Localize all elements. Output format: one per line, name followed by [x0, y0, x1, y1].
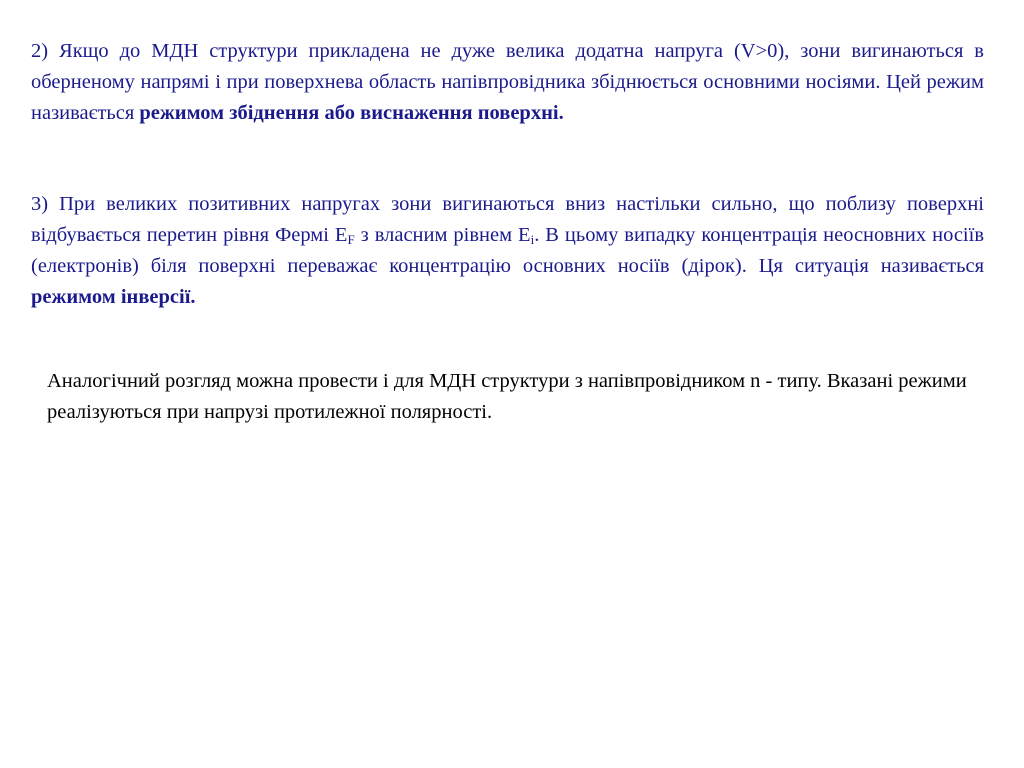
- paragraph-depletion-mode: [31, 36, 984, 129]
- paragraph-3-text-part2: з власним рівнем E: [354, 224, 531, 246]
- depletion-mode-term: режимом збіднення або виснаження поверхні.: [139, 102, 564, 124]
- inversion-mode-term: режимом інверсії.: [31, 286, 196, 308]
- paragraph-3-text-part3: . В цьому випадку концентрація неосновних носіїв (електронів) біля поверхні переважає концентрацію основних носіїв (дірок). Ця ситуація називається: [31, 224, 985, 277]
- paragraph-3-text-part1: 3) При великих позитивних напругах зони вигинаються вниз настільки сильно, що поблизу поверхні відбувається перетин рівня Фермі E: [31, 193, 984, 246]
- paragraph-2-text: 2) Якщо до МДН структури прикладена не дуже велика додатна напруга (V>0), зони вигинаються в оберненому напрямі і при поверхнева область напівпровідника збіднюється основними носіями. Цей режим називається: [31, 40, 984, 124]
- paragraph-inversion-mode: [31, 189, 984, 313]
- fermi-level-subscript: F: [347, 232, 355, 247]
- intrinsic-level-subscript: i: [530, 232, 535, 247]
- note-n-type: Аналогічний розгляд можна провести і для МДН структури з напівпровідником n - типу. Вказані режими реалізуються при напрузі протилежної полярності.: [47, 370, 967, 423]
